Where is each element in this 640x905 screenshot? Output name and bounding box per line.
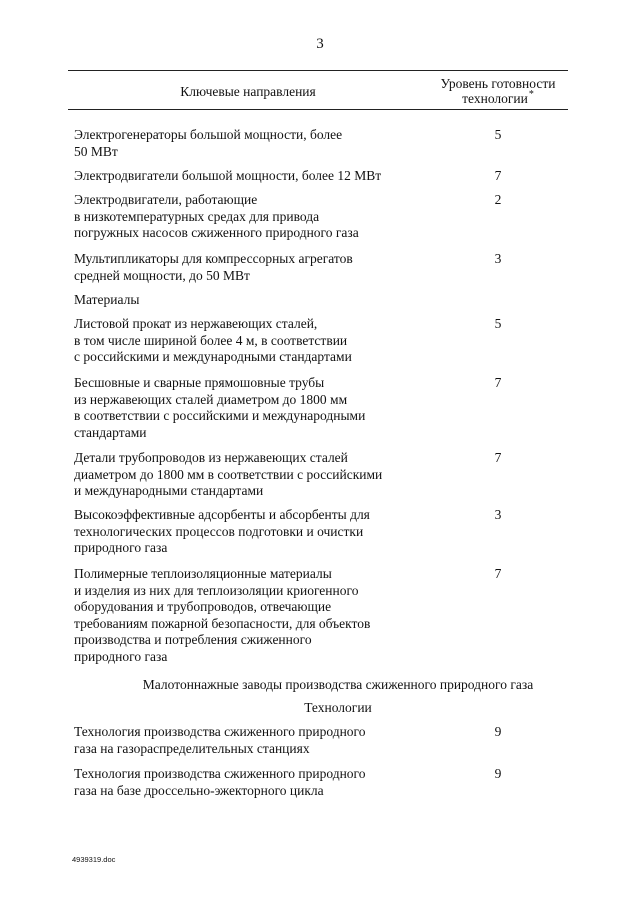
section-materials: Материалы (74, 292, 140, 307)
header-readiness-line2: технологии (462, 91, 528, 106)
row-level: 7 (494, 450, 502, 465)
header-readiness-line1: Уровень готовности (440, 76, 556, 91)
row-level: 9 (494, 724, 502, 739)
table-header (68, 70, 568, 110)
row-direction: Полимерные теплоизоляционные материалы и изделия из них для теплоизоляции криогенного оборудования и трубопроводов, отвечающие требованиям пожарной безопасности, для объектов производства и потребления сжиженного природного газа (74, 566, 371, 664)
row-direction: Электродвигатели большой мощности, более 12 МВт (74, 168, 382, 183)
row-level: 3 (494, 251, 502, 266)
footer-doc-id: 4939319.doc (72, 855, 116, 864)
row-level: 3 (494, 507, 502, 522)
row-direction: Технология производства сжиженного природного газа на газораспределительных станциях (74, 724, 366, 756)
row-direction: Бесшовные и сварные прямошовные трубы из нержавеющих сталей диаметром до 1800 мм в соответствии с российскими и международными стандартами (74, 375, 366, 440)
footnote-mark: * (528, 89, 534, 100)
header-key-directions: Ключевые направления (180, 84, 316, 99)
row-direction: Электродвигатели, работающие в низкотемпературных средах для привода погружных насосов сжиженного природного газа (74, 192, 359, 240)
row-level: 5 (494, 316, 502, 331)
row-direction: Мультипликаторы для компрессорных агрегатов средней мощности, до 50 МВт (74, 251, 353, 283)
row-direction: Технология производства сжиженного природного газа на базе дроссельно-эжекторного цикла (74, 766, 366, 798)
row-level: 7 (494, 168, 502, 183)
row-direction: Листовой прокат из нержавеющих сталей, в том числе шириной более 4 м, в соответствии с российскими и международными стандартами (74, 316, 352, 364)
row-level: 5 (494, 127, 502, 142)
row-direction: Электрогенераторы большой мощности, более 50 МВт (74, 127, 343, 159)
page-number: 3 (316, 36, 324, 52)
row-level: 7 (494, 375, 502, 390)
section-small-plants: Малотоннажные заводы производства сжиженного природного газа (142, 677, 534, 692)
row-level: 2 (494, 192, 502, 207)
row-level: 9 (494, 766, 502, 781)
row-direction: Детали трубопроводов из нержавеющих сталей диаметром до 1800 мм в соответствии с российскими и международными стандартами (74, 450, 383, 498)
row-level: 7 (494, 566, 502, 581)
section-technologies: Технологии (304, 700, 372, 715)
row-direction: Высокоэффективные адсорбенты и абсорбенты для технологических процессов подготовки и очистки природного газа (74, 507, 370, 555)
header-readiness-level (428, 71, 568, 109)
